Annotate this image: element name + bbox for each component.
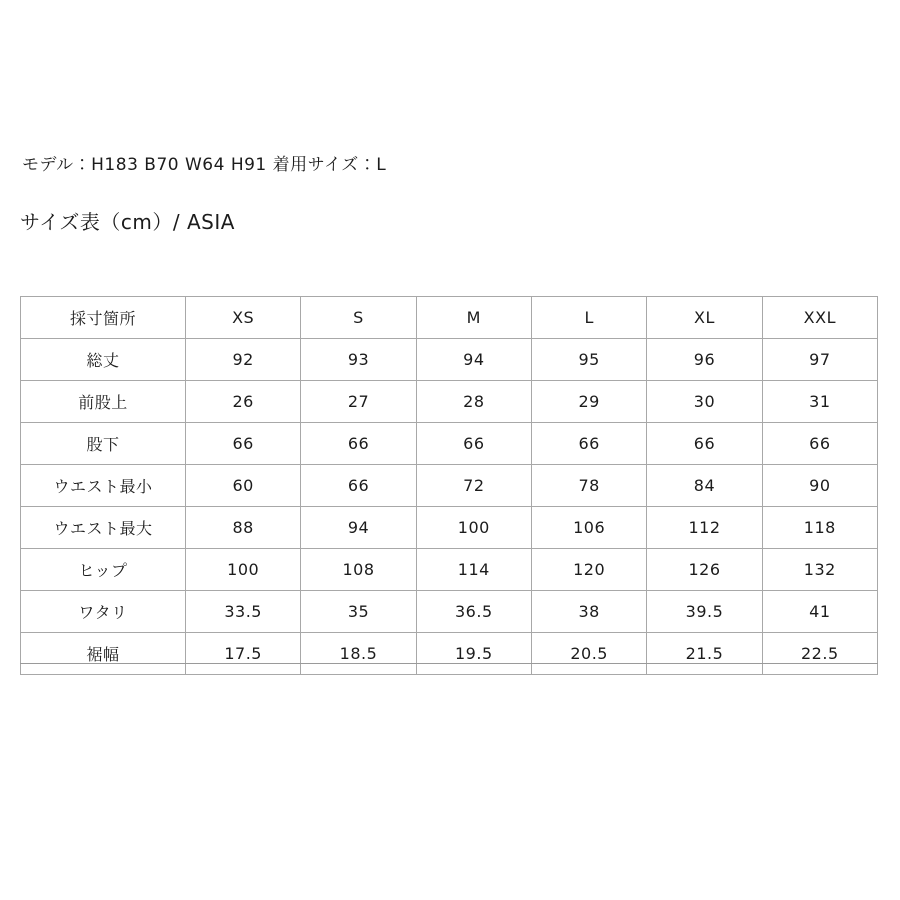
row-label: 股下 [21,423,186,465]
size-table-wrapper [20,296,878,675]
row-label: ヒップ [21,549,186,591]
bottom-divider [20,663,878,664]
cell-value: 126 [647,549,762,591]
table-row [21,591,878,633]
cell-value: 29 [531,381,646,423]
cell-value: 66 [301,465,416,507]
column-header-measurement-point: 採寸箇所 [21,297,186,339]
table-row [21,507,878,549]
cell-value: 97 [762,339,877,381]
column-header-s: S [301,297,416,339]
row-label: 総丈 [21,339,186,381]
cell-value: 30 [647,381,762,423]
cell-value: 18.5 [301,633,416,675]
cell-value: 60 [186,465,301,507]
cell-value: 26 [186,381,301,423]
cell-value: 100 [416,507,531,549]
column-header-l: L [531,297,646,339]
cell-value: 120 [531,549,646,591]
cell-value: 21.5 [647,633,762,675]
cell-value: 90 [762,465,877,507]
cell-value: 94 [301,507,416,549]
column-header-m: M [416,297,531,339]
cell-value: 66 [531,423,646,465]
cell-value: 93 [301,339,416,381]
cell-value: 66 [416,423,531,465]
table-header-row [21,297,878,339]
cell-value: 72 [416,465,531,507]
table-row [21,381,878,423]
row-label: 裾幅 [21,633,186,675]
row-label: 前股上 [21,381,186,423]
cell-value: 94 [416,339,531,381]
cell-value: 66 [762,423,877,465]
table-row [21,465,878,507]
cell-value: 28 [416,381,531,423]
cell-value: 132 [762,549,877,591]
cell-value: 106 [531,507,646,549]
cell-value: 114 [416,549,531,591]
cell-value: 66 [186,423,301,465]
table-row [21,339,878,381]
cell-value: 95 [531,339,646,381]
cell-value: 27 [301,381,416,423]
row-label: ウエスト最小 [21,465,186,507]
row-label: ワタリ [21,591,186,633]
cell-value: 92 [186,339,301,381]
column-header-xs: XS [186,297,301,339]
column-header-xl: XL [647,297,762,339]
column-header-xxl: XXL [762,297,877,339]
cell-value: 100 [186,549,301,591]
cell-value: 22.5 [762,633,877,675]
cell-value: 19.5 [416,633,531,675]
cell-value: 33.5 [186,591,301,633]
model-measurements-note: モデル：H183 B70 W64 H91 着用サイズ：L [22,155,387,175]
cell-value: 112 [647,507,762,549]
cell-value: 84 [647,465,762,507]
cell-value: 66 [647,423,762,465]
size-table-body [21,297,878,675]
table-row [21,549,878,591]
cell-value: 96 [647,339,762,381]
cell-value: 41 [762,591,877,633]
cell-value: 20.5 [531,633,646,675]
cell-value: 108 [301,549,416,591]
cell-value: 36.5 [416,591,531,633]
table-row [21,423,878,465]
row-label: ウエスト最大 [21,507,186,549]
cell-value: 17.5 [186,633,301,675]
table-row [21,633,878,675]
cell-value: 66 [301,423,416,465]
cell-value: 88 [186,507,301,549]
size-table [20,296,878,675]
cell-value: 31 [762,381,877,423]
cell-value: 35 [301,591,416,633]
page-title: サイズ表（cm）/ ASIA [20,210,235,234]
cell-value: 78 [531,465,646,507]
cell-value: 118 [762,507,877,549]
cell-value: 38 [531,591,646,633]
cell-value: 39.5 [647,591,762,633]
